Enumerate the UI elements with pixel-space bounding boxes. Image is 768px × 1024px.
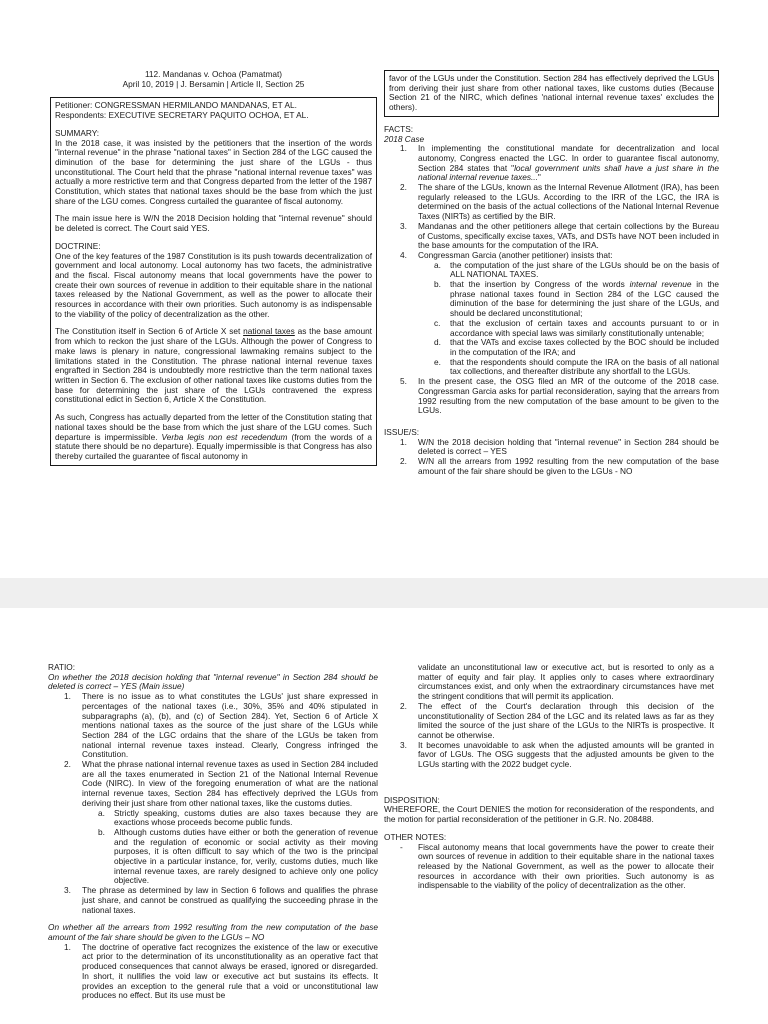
list-item: a. the computation of the just share of the LGUs should be on the basis of ALL NATIONAL TAXES. bbox=[434, 259, 719, 280]
summary-paragraph-1: In the 2018 case, it was insisted by the petitioners that the insertion of the words "internal revenue" in the phrase "national taxes" in Section 284 of the LGC caused the diminution of the base for determining the just share of the LGUs - thus unconstitutional. The Court held that the phrase "national internal revenue taxes" was actually a more restrictive term and that Congress departed from the letter of the 1987 Constitution, which states that national taxes should be the base from which the just share of the LGU comes. Congress curtailed the guarantee of fiscal autonomy. bbox=[55, 137, 372, 206]
doctrine-heading: DOCTRINE: bbox=[55, 240, 101, 251]
list-item: 1. The doctrine of operative fact recognizes the existence of the law or executive act prior to the determination of its unconstitutionality as an operative fact that produced consequences that cannot always be erased, ignored or disregarded. In short, it nullifies the void law or executive act but sustains its effects. It provides an exception to the general rule that a void or unconstitutional law produces no effect. But its use must be bbox=[64, 941, 378, 1001]
left-column bbox=[48, 663, 378, 1001]
facts-subheading: 2018 Case bbox=[384, 133, 425, 144]
summary-heading: SUMMARY: bbox=[55, 127, 100, 138]
issues-list bbox=[384, 438, 719, 477]
ratio-issue-2-list bbox=[48, 943, 378, 1001]
list-item: c. that the exclusion of certain taxes and accounts pursuant to or in accordance with special laws was similarly constitutionally untenable; bbox=[434, 317, 719, 338]
list-item: 4. Congressman Garcia (another petitioner) insists that: bbox=[400, 249, 613, 260]
list-item: 2. What the phrase national internal revenue taxes as used in Section 284 included are all the taxes enumerated in Section 21 of the National Internal Revenue Code (NIRC). In view of the foregoing enumeration of what are the national internal revenue taxes, Section 284 has effectively deprived the LGUs from deriving their just share from other national taxes, like the customs duties. bbox=[64, 759, 378, 808]
list-item: 1. W/N the 2018 decision holding that "internal revenue" in Section 284 should be deleted is correct – YES bbox=[400, 436, 719, 457]
list-item: e. that the respondents should compute the IRA on the basis of all national tax collections, and thereafter distribute any shortfall to the LGUs. bbox=[434, 356, 719, 377]
ratio-continuation: validate an unconstitutional law or executive act, but is resorted to only as a matter of equity and fair play. It applies only to cases where extraordinary circumstances exist, and only when the extraordinary circumstances have met the stringent conditions that will permit its application. bbox=[418, 662, 714, 702]
list-item: b. Although customs duties have either or both the generation of revenue and the regulation of economic or social activity as their moving purposes, it is often difficult to say which of the two is the principal objective in a particular instance, for, verily, customs duties, much like internal revenue taxes, are rarely designed to achieve only one policy objective. bbox=[98, 826, 378, 886]
list-item: 3. The phrase as determined by law in Section 6 follows and qualifies the phrase just share, and cannot be construed as qualifying the succeeding phrase in the national taxes. bbox=[64, 885, 378, 915]
page-2 bbox=[0, 608, 768, 1024]
list-item: d. that the VATs and excise taxes collected by the BOC should be included in the computation of the IRA; and bbox=[434, 337, 719, 357]
ratio-issue-1-list bbox=[48, 692, 378, 808]
ratio-issue-2-list-continued bbox=[384, 702, 714, 770]
right-column bbox=[384, 663, 714, 891]
doctrine-continuation: favor of the LGUs under the Constitution. Section 284 has effectively deprived the LGUs from deriving their just share from other national taxes, like customs duties (Because Section 21 of the NIRC, which defines 'national internal revenue taxes' excludes the others). bbox=[389, 73, 714, 113]
doctrine-paragraph-2: The Constitution itself in Section 6 of Article X set national taxes as the base amount from which to reckon the just share of the LGUs. Although the power of Congress to make laws is plenary in nature, congressional lawmaking remains subject to the limitations stated in the Constitution. The phrase national internal revenue taxes engrafted in Section 284 is undoubtedly more restrictive than the term national taxes written in Section 6. The exclusion of other national taxes like customs duties from the base for determining the just share of the LGUs contravened the express constitutional edict in Section 6, Article X the Constitution. bbox=[55, 326, 372, 405]
facts-sublist bbox=[384, 261, 719, 377]
disposition-heading: DISPOSITION: bbox=[384, 794, 440, 805]
case-title: 112. Mandanas v. Ochoa (Pamatmat) bbox=[144, 69, 283, 79]
list-item: 3. Mandanas and the other petitioners allege that certain collections by the Bureau of Customs, specifically excise taxes, VATs, and DSTs have NOT been included in the base amounts for the computation of the IRA. bbox=[400, 220, 719, 251]
ratio-issue-1-heading: On whether the 2018 decision holding that "internal revenue" in Section 284 should be deleted is correct – YES (Main issue) bbox=[48, 671, 378, 692]
list-item: 2. The share of the LGUs, known as the Internal Revenue Allotment (IRA), has been regularly released to the LGUs. According to the IRR of the LGC, the IRA is determined on the basis of the actual collections of the National Internal Revenue Taxes (NIRTs) as certified by the BIR. bbox=[400, 182, 719, 222]
issues-heading: ISSUE/S: bbox=[384, 426, 420, 437]
summary-paragraph-2: The main issue here is W/N the 2018 Decision holding that "internal revenue" should be deleted is correct. The Court said YES. bbox=[55, 213, 372, 234]
ratio-issue-2-heading: On whether all the arrears from 1992 resulting from the new computation of the base amount of the fair share should be given to the LGUs – NO bbox=[48, 922, 378, 942]
doctrine-paragraph-3: As such, Congress has actually departed from the letter of the Constitution stating that national taxes should be the base from which the just share of the LGU comes. Such departure is impermissible. Verba legis non est recedendum (from the words of a statute there should be no departure). Equally impermissible is that Congress has also thereby curtailed the guarantee of fiscal autonomy in bbox=[55, 412, 372, 461]
digest-box bbox=[50, 97, 377, 465]
respondents-line: Respondents: EXECUTIVE SECRETARY PAQUITO OCHOA, ET AL. bbox=[55, 110, 309, 121]
doctrine-continuation-box bbox=[384, 70, 719, 117]
list-item: 3. It becomes unavoidable to ask when the adjusted amounts will be granted in favor of LGUs. The OSG suggests that the adjusted amounts be given to the LGUs starting with the 2022 budget cycle. bbox=[400, 739, 714, 770]
facts-heading: FACTS: bbox=[384, 123, 414, 134]
list-item: 1. In implementing the constitutional mandate for decentralization and local autonomy, Congress enacted the LGC. In order to guarantee fiscal autonomy, Section 284 states that "local government units shall have a just share in the national internal revenue taxes..." bbox=[400, 143, 719, 183]
facts-list-continued bbox=[384, 377, 719, 416]
other-notes-list bbox=[384, 843, 714, 892]
ratio-heading: RATIO: bbox=[48, 662, 76, 672]
page-gap bbox=[0, 578, 768, 608]
case-citation: April 10, 2019 | J. Bersamin | Article II, Section 25 bbox=[122, 78, 305, 89]
right-column bbox=[384, 70, 719, 476]
list-item: - Fiscal autonomy means that local governments have the power to create their own sources of revenue in addition to their equitable share in the national taxes released by the National Government, as well as the power to allocate their resources in accordance with their own priorities. Such autonomy is as indispensable to the viability of the policy of decentralization as the other. bbox=[400, 841, 714, 891]
left-column bbox=[50, 70, 377, 466]
list-item: 5. In the present case, the OSG filed an MR of the outcome of the 2018 case. Congressman Garcia asks for partial reconsideration, saying that the arrears from 1992 resulting from the new computation of the base amount to be given to the LGUs. bbox=[400, 376, 719, 416]
facts-list bbox=[384, 144, 719, 260]
ratio-issue-1-sublist bbox=[48, 809, 378, 887]
disposition-text: WHEREFORE, the Court DENIES the motion for reconsideration of the respondents, and the motion for partial reconsideration of the petitioner in G.R. No. 208488. bbox=[384, 804, 714, 825]
list-item: 2. W/N all the arrears from 1992 resulting from the new computation of the base amount of the fair share should be given to the LGUs - NO bbox=[400, 456, 719, 476]
list-item: 1. There is no issue as to what constitutes the LGUs' just share expressed in percentages of the national taxes (i.e., 30%, 35% and 40% stipulated in subparagraphs (a), (b), and (c) of Section 284). Yet, Section 6 of Article X mentions national taxes as the source of the just share of the LGUs while Section 284 of the LGC ordains that the share of the LGUs be taken from national internal revenue taxes instead. Clearly, Congress infringed the Constitution. bbox=[64, 691, 378, 760]
list-item: a. Strictly speaking, customs duties are also taxes because they are exactions whose proceeds become public funds. bbox=[98, 807, 378, 828]
doctrine-paragraph-1: One of the key features of the 1987 Constitution is its push towards decentralization of government and local autonomy. Local autonomy has two facets, the administrative and the fiscal. Fiscal autonomy means that local governments have the power to create their own sources of revenue in addition to their equitable share in the national taxes released by the National Government, as well as the power to allocate their resources in accordance with their own priorities. Such autonomy is as indispensable to the viability of the policy of decentralization as the other. bbox=[55, 250, 372, 319]
ratio-issue-1-list-continued bbox=[48, 886, 378, 915]
petitioner-line: Petitioner: CONGRESSMAN HERMILANDO MANDANAS, ET AL. bbox=[55, 100, 297, 111]
list-item: b. that the insertion by Congress of the words internal revenue in the phrase national taxes found in Section 284 of the LGC caused the diminution of the base for determining the just share of the LGUs, and should be declared unconstitutional; bbox=[434, 279, 719, 319]
other-notes-heading: OTHER NOTES: bbox=[384, 831, 447, 842]
list-item: 2. The effect of the Court's declaration through this decision of the unconstitutionality of Section 284 of the LGC and its related laws as far as they limited the source of the just share of the LGUs to the NIRTs is prospective. It cannot be otherwise. bbox=[400, 700, 714, 740]
